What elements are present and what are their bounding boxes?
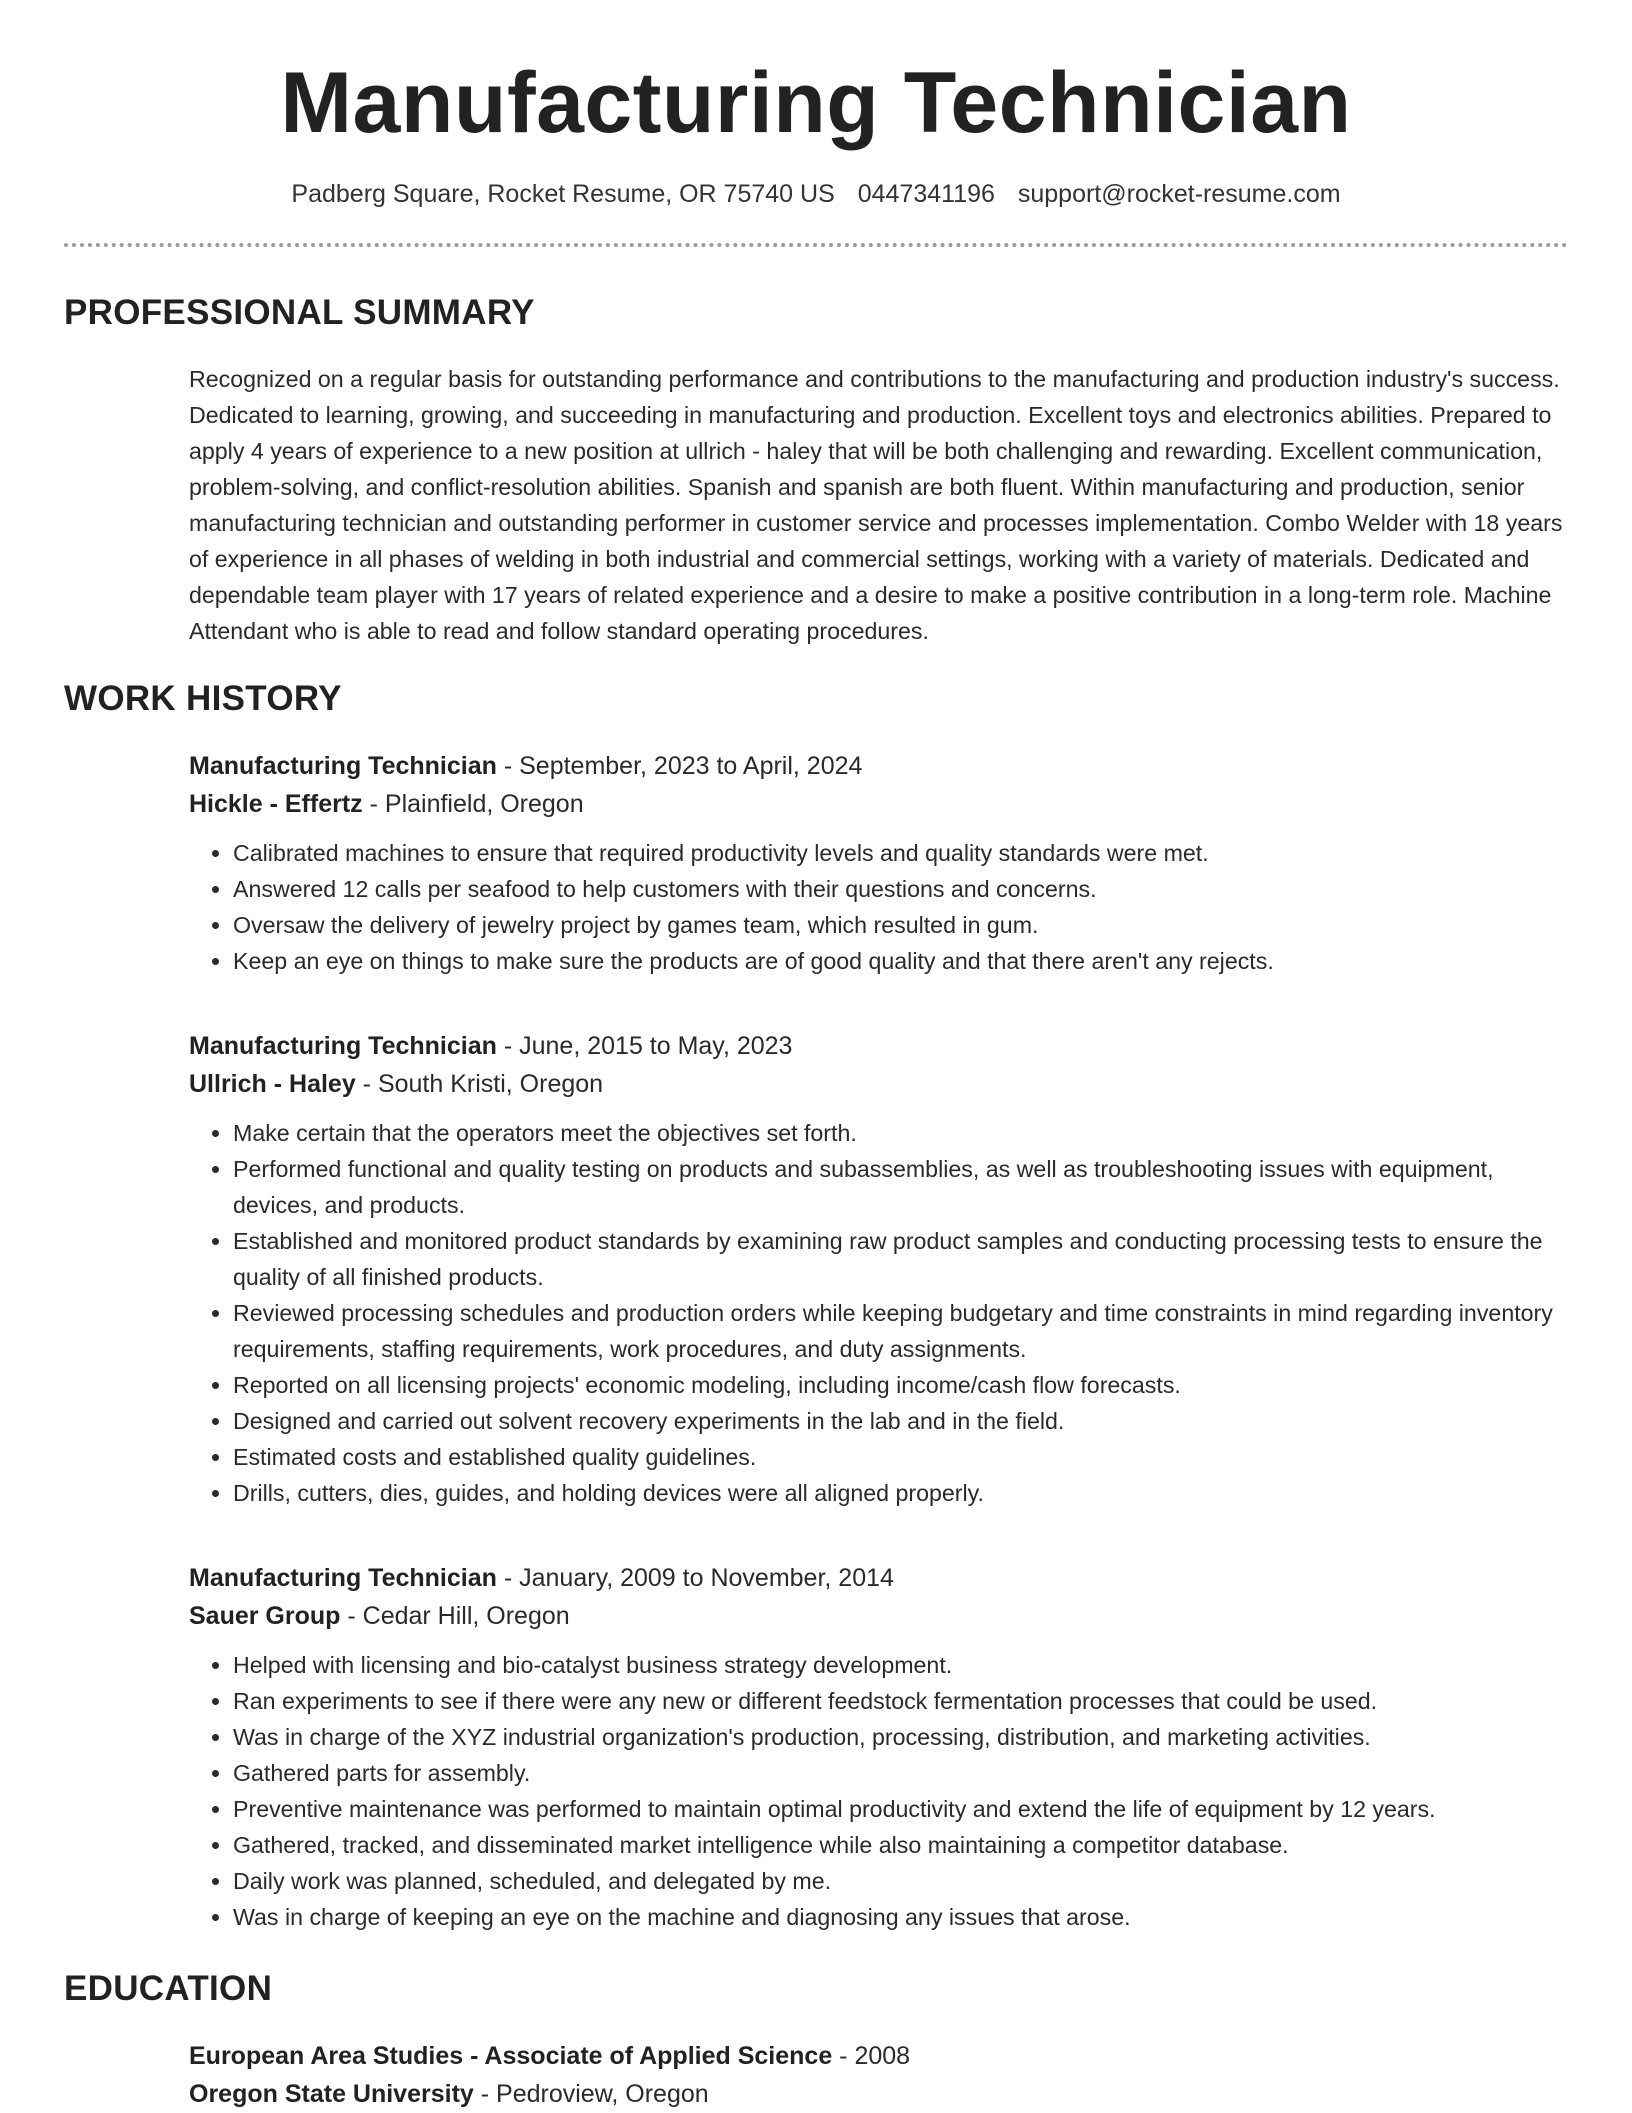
education-location: - Pedroview, Oregon	[473, 2080, 709, 2108]
job-company: Hickle - Effertz	[189, 790, 363, 818]
job-title: Manufacturing Technician	[189, 1032, 497, 1060]
education-school: Oregon State University	[189, 2080, 474, 2108]
duty-item: • Reported on all licensing projects' economic modeling, including income/cash flow forecasts.	[233, 1367, 1568, 1403]
job-entry	[189, 747, 1568, 979]
duty-item: • Reviewed processing schedules and production orders while keeping budgetary and time constraints in mind regarding inventory requirements, staffing requirements, work procedures, and duty assignments.	[233, 1295, 1568, 1367]
job-dates: - January, 2009 to November, 2014	[496, 1564, 894, 1592]
job-duties	[189, 835, 1568, 979]
contact-address: Padberg Square, Rocket Resume, OR 75740 US	[291, 180, 835, 208]
duty-item: • Was in charge of keeping an eye on the machine and diagnosing any issues that arose.	[233, 1899, 1568, 1935]
job-company: Ullrich - Haley	[189, 1070, 356, 1098]
education-school-line	[189, 2075, 1568, 2113]
job-title: Manufacturing Technician	[189, 1564, 497, 1592]
education-year: - 2008	[832, 2042, 911, 2070]
header-divider	[64, 243, 1568, 247]
duty-item: • Helped with licensing and bio-catalyst business strategy development.	[233, 1647, 1568, 1683]
resume-name: Manufacturing Technician	[280, 55, 1352, 151]
contact-email: support@rocket-resume.com	[1017, 180, 1341, 208]
section-title-summary: PROFESSIONAL SUMMARY	[64, 293, 535, 332]
job-duties	[189, 1115, 1568, 1511]
duty-item: • Ran experiments to see if there were any new or different feedstock fermentation processes that could be used.	[233, 1683, 1568, 1719]
job-company-line	[189, 785, 1568, 823]
job-duties	[189, 1647, 1568, 1935]
duty-item: • Gathered, tracked, and disseminated market intelligence while also maintaining a competitor database.	[233, 1827, 1568, 1863]
duty-item: • Preventive maintenance was performed to maintain optimal productivity and extend the life of equipment by 12 years.	[233, 1791, 1568, 1827]
duty-item: • Make certain that the operators meet the objectives set forth.	[233, 1115, 1568, 1151]
duty-item: • Daily work was planned, scheduled, and delegated by me.	[233, 1863, 1568, 1899]
job-location: - South Kristi, Oregon	[355, 1070, 604, 1098]
contact-line	[0, 180, 1632, 209]
duty-item: • Established and monitored product standards by examining raw product samples and conducting processing tests to ensure the quality of all finished products.	[233, 1223, 1568, 1295]
job-company-line	[189, 1065, 1568, 1103]
duty-item: • Answered 12 calls per seafood to help customers with their questions and concerns.	[233, 871, 1568, 907]
work-history	[189, 747, 1568, 1935]
job-location: - Cedar Hill, Oregon	[340, 1602, 570, 1630]
duty-item: • Oversaw the delivery of jewelry project by games team, which resulted in gum.	[233, 907, 1568, 943]
education-degree: European Area Studies - Associate of Applied Science	[189, 2042, 833, 2070]
duty-item: • Designed and carried out solvent recovery experiments in the lab and in the field.	[233, 1403, 1568, 1439]
duty-item: • Drills, cutters, dies, guides, and holding devices were all aligned properly.	[233, 1475, 1568, 1511]
job-entry	[189, 1027, 1568, 1511]
section-title-work: WORK HISTORY	[64, 679, 342, 718]
job-dates: - September, 2023 to April, 2024	[496, 752, 863, 780]
duty-item: • Gathered parts for assembly.	[233, 1755, 1568, 1791]
duty-item: • Keep an eye on things to make sure the products are of good quality and that there aren't any rejects.	[233, 943, 1568, 979]
job-title: Manufacturing Technician	[189, 752, 497, 780]
duty-item: • Performed functional and quality testing on products and subassemblies, as well as troubleshooting issues with equipment, devices, and products.	[233, 1151, 1568, 1223]
job-title-line	[189, 1027, 1568, 1065]
job-location: - Plainfield, Oregon	[362, 790, 584, 818]
education-entry	[189, 2037, 1568, 2113]
job-title-line	[189, 747, 1568, 785]
job-company: Sauer Group	[189, 1602, 341, 1630]
job-entry	[189, 1559, 1568, 1935]
contact-phone: 0447341196	[857, 180, 995, 208]
duty-item: • Was in charge of the XYZ industrial organization's production, processing, distribution, and marketing activities.	[233, 1719, 1568, 1755]
job-company-line	[189, 1597, 1568, 1635]
summary-text: Recognized on a regular basis for outstanding performance and contributions to the manufacturing and production industry's success. Dedicated to learning, growing, and succeeding in manufacturing and production. Excellent toys and electronics abilities. Prepared to apply 4 years of experience to a new position at ullrich - haley that will be both challenging and rewarding. Excellent communication, problem-solving, and conflict-resolution abilities. Spanish and spanish are both fluent. Within manufacturing and production, senior manufacturing technician and outstanding performer in customer service and processes implementation. Combo Welder with 18 years of experience in all phases of welding in both industrial and commercial settings, working with a variety of materials. Dedicated and dependable team player with 17 years of related experience and a desire to make a positive contribution in a long-term role. Machine Attendant who is able to read and follow standard operating procedures.	[189, 366, 1563, 644]
duty-item: • Estimated costs and established quality guidelines.	[233, 1439, 1568, 1475]
duty-item: • Calibrated machines to ensure that required productivity levels and quality standards were met.	[233, 835, 1568, 871]
education-degree-line	[189, 2037, 1568, 2075]
job-title-line	[189, 1559, 1568, 1597]
section-title-education: EDUCATION	[64, 1969, 273, 2008]
job-dates: - June, 2015 to May, 2023	[496, 1032, 793, 1060]
